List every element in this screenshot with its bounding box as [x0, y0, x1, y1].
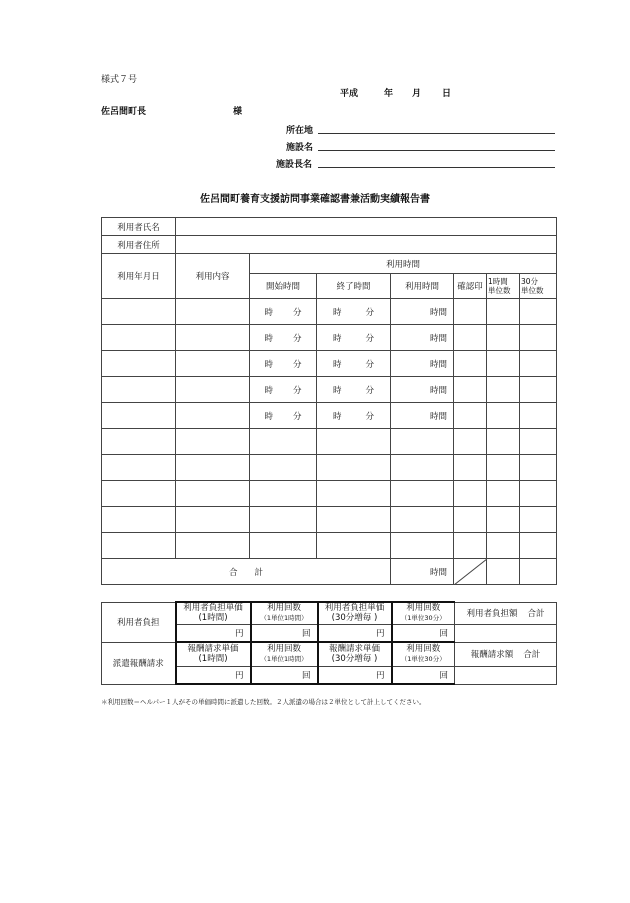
user-name-field[interactable] [176, 218, 557, 236]
hour-unit: 時 [332, 333, 342, 344]
header-line: （1単位30分） [400, 655, 446, 664]
usage-count-1h-field[interactable] [251, 624, 318, 642]
units-30m-cell[interactable] [520, 377, 557, 403]
col-1h-units-header [487, 274, 520, 299]
minute-unit: 分 [365, 385, 375, 396]
confirm-cell[interactable] [454, 403, 487, 429]
duration-cell[interactable] [391, 533, 454, 559]
user-name-row [102, 218, 557, 236]
confirm-cell[interactable] [454, 455, 487, 481]
date-era: 平成 [340, 89, 359, 99]
start-time-cell[interactable] [250, 533, 317, 559]
table-row [102, 455, 557, 481]
units-1h-cell[interactable] [487, 429, 520, 455]
table-row [102, 481, 557, 507]
content-cell[interactable] [176, 351, 250, 377]
field-line-director[interactable] [318, 167, 555, 168]
units-30m-cell[interactable] [520, 455, 557, 481]
units-1h-cell[interactable] [487, 299, 520, 325]
header-line: （1単位1時間） [260, 655, 308, 664]
duration-unit: 時間 [429, 359, 447, 370]
confirm-cell[interactable] [454, 507, 487, 533]
user-unit-price-1h-header [176, 602, 251, 624]
table-row [102, 507, 557, 533]
content-cell[interactable] [176, 481, 250, 507]
yen-unit: 円 [375, 628, 385, 639]
units-30m-cell[interactable] [520, 481, 557, 507]
content-cell[interactable] [176, 403, 250, 429]
table-row [102, 403, 557, 429]
time-rows [102, 299, 557, 559]
total-units-30m-cell[interactable] [520, 559, 557, 585]
units-30m-cell[interactable] [520, 533, 557, 559]
units-30m-cell[interactable] [520, 351, 557, 377]
col-duration-header: 利用時間 [391, 274, 454, 299]
units-30m-cell[interactable] [520, 299, 557, 325]
end-time-cell[interactable] [317, 351, 391, 377]
date-cell[interactable] [102, 507, 176, 533]
date-cell[interactable] [102, 429, 176, 455]
total-unit: 時間 [429, 567, 447, 578]
col-content-header: 利用内容 [176, 254, 250, 299]
count-unit: 回 [301, 670, 311, 681]
header-line: 利用回数 [406, 644, 441, 655]
header-line: (1時間) [198, 613, 228, 624]
start-time-cell[interactable] [250, 455, 317, 481]
header-line: 報酬請求単価 [187, 644, 239, 655]
field-label-director: 施設長名 [276, 160, 313, 170]
confirm-cell[interactable] [454, 299, 487, 325]
minute-unit: 分 [365, 359, 375, 370]
minute-unit: 分 [293, 359, 302, 370]
confirm-cell[interactable] [454, 325, 487, 351]
end-time-cell[interactable] [317, 325, 391, 351]
claim-count-30m-field[interactable] [392, 666, 455, 684]
duration-unit: 時間 [429, 307, 447, 318]
claim-count-1h-header [251, 642, 318, 666]
field-line-address[interactable] [318, 133, 555, 134]
date-cell[interactable] [102, 481, 176, 507]
spacer [455, 666, 557, 684]
user-burden-total-header [455, 602, 557, 624]
content-cell[interactable] [176, 455, 250, 481]
claim-count-30m-header [392, 642, 455, 666]
footnote: ＊利用回数＝ヘルパー１人がその単価時間に派遣した回数。２人派遣の場合は２単位として計上してください。 [101, 698, 426, 706]
claim-unit-price-30m-field[interactable] [318, 666, 392, 684]
col-time-group-header: 利用時間 [250, 254, 557, 274]
header-line: （1単位1時間） [260, 614, 308, 623]
hour-unit: 時 [264, 411, 273, 422]
claim-total-header [455, 642, 557, 666]
end-time-cell[interactable] [317, 481, 391, 507]
duration-cell[interactable] [391, 325, 454, 351]
duration-cell[interactable] [391, 403, 454, 429]
units-1h-cell[interactable] [487, 403, 520, 429]
confirm-cell[interactable] [454, 533, 487, 559]
duration-cell[interactable] [391, 299, 454, 325]
minute-unit: 分 [293, 385, 302, 396]
table-row [102, 299, 557, 325]
dispatch-claim-label: 派遣報酬請求 [102, 642, 176, 684]
user-unit-price-30m-field[interactable] [318, 624, 392, 642]
table-row [102, 377, 557, 403]
hour-unit: 時 [264, 307, 273, 318]
duration-unit: 時間 [429, 333, 447, 344]
header-total-text: 合計 [523, 650, 541, 660]
hour-unit: 時 [264, 385, 273, 396]
usage-count-30m-header [392, 602, 455, 624]
confirm-cell[interactable] [454, 377, 487, 403]
field-label-address: 所在地 [286, 126, 314, 136]
header-line: 報酬請求単価 [328, 644, 380, 655]
content-cell[interactable] [176, 325, 250, 351]
date-cell[interactable] [102, 325, 176, 351]
start-time-cell[interactable] [250, 403, 317, 429]
user-address-row [102, 236, 557, 254]
header-line: 利用回数 [406, 603, 441, 614]
content-cell[interactable] [176, 533, 250, 559]
diagonal-slash-icon [454, 559, 487, 585]
hour-unit: 時 [332, 307, 342, 318]
claim-unit-price-1h-header [176, 642, 251, 666]
date-year: 年 [384, 89, 394, 99]
minute-unit: 分 [293, 307, 302, 318]
col-confirm-header: 確認印 [454, 274, 487, 299]
hour-unit: 時 [332, 411, 342, 422]
header-line: (30分増毎 ) [331, 613, 378, 624]
field-label-facility: 施設名 [286, 143, 314, 153]
header-line: 利用者負担単価 [183, 603, 243, 614]
spacer [455, 624, 557, 642]
honorific: 様 [233, 107, 243, 117]
duration-unit: 時間 [429, 385, 447, 396]
hour-unit: 時 [264, 359, 273, 370]
units-1h-cell[interactable] [487, 455, 520, 481]
duration-cell[interactable] [391, 429, 454, 455]
user-name-label: 利用者氏名 [102, 218, 176, 236]
units-30m-cell[interactable] [520, 403, 557, 429]
start-time-cell[interactable] [250, 507, 317, 533]
content-cell[interactable] [176, 429, 250, 455]
total-label: 合 計 [102, 559, 391, 585]
start-time-cell[interactable] [250, 377, 317, 403]
addressee: 佐呂間町長 [101, 107, 147, 117]
minute-unit: 分 [365, 307, 375, 318]
col-date-header: 利用年月日 [102, 254, 176, 299]
date-cell[interactable] [102, 377, 176, 403]
claim-unit-price-1h-field[interactable] [176, 666, 251, 684]
end-time-cell[interactable] [317, 455, 391, 481]
hour-unit: 時 [264, 333, 273, 344]
confirm-cell[interactable] [454, 481, 487, 507]
duration-cell[interactable] [391, 377, 454, 403]
end-time-cell[interactable] [317, 507, 391, 533]
start-time-cell[interactable] [250, 429, 317, 455]
header-line: (1時間) [198, 654, 228, 665]
table-row [102, 533, 557, 559]
table-row [102, 429, 557, 455]
content-cell[interactable] [176, 299, 250, 325]
col-end-header: 終了時間 [317, 274, 391, 299]
end-time-cell[interactable] [317, 533, 391, 559]
yen-unit: 円 [375, 670, 385, 681]
end-time-cell[interactable] [317, 403, 391, 429]
minute-unit: 分 [365, 411, 375, 422]
hour-unit: 時 [332, 359, 342, 370]
date-month: 月 [412, 89, 422, 99]
user-address-label: 利用者住所 [102, 236, 176, 254]
count-unit: 回 [439, 670, 448, 681]
units-1h-cell[interactable] [487, 351, 520, 377]
minute-unit: 分 [365, 333, 375, 344]
confirm-cell[interactable] [454, 429, 487, 455]
header-line: (30分増毎 ) [331, 654, 378, 665]
count-unit: 回 [439, 628, 448, 639]
fee-table [101, 601, 557, 685]
user-address-field[interactable] [176, 236, 557, 254]
start-time-cell[interactable] [250, 351, 317, 377]
page-title: 佐呂間町養育支援訪問事業確認書兼活動実績報告書 [200, 194, 430, 205]
usage-count-30m-field[interactable] [392, 624, 455, 642]
units-30m-cell[interactable] [520, 507, 557, 533]
col-start-header: 開始時間 [250, 274, 317, 299]
end-time-cell[interactable] [317, 377, 391, 403]
col-30m-units-header [520, 274, 557, 299]
date-cell[interactable] [102, 533, 176, 559]
col-1h-line2: 単位数 [488, 286, 511, 295]
end-time-cell[interactable] [317, 429, 391, 455]
confirm-cell[interactable] [454, 351, 487, 377]
duration-unit: 時間 [429, 411, 447, 422]
header-text: 報酬請求額 [470, 650, 514, 660]
total-units-1h-cell[interactable] [487, 559, 520, 585]
field-line-facility[interactable] [318, 150, 555, 151]
table-row [102, 325, 557, 351]
duration-cell[interactable] [391, 455, 454, 481]
duration-cell[interactable] [391, 481, 454, 507]
end-time-cell[interactable] [317, 299, 391, 325]
header-line: 利用者負担単価 [324, 603, 385, 614]
content-cell[interactable] [176, 377, 250, 403]
user-unit-price-30m-header [318, 602, 392, 624]
date-cell[interactable] [102, 299, 176, 325]
content-cell[interactable] [176, 507, 250, 533]
user-unit-price-1h-field[interactable] [176, 624, 251, 642]
col-30m-line1: 30分 [521, 277, 539, 286]
claim-count-1h-field[interactable] [251, 666, 318, 684]
units-1h-cell[interactable] [487, 507, 520, 533]
total-confirm-cell [454, 559, 487, 585]
usage-count-1h-header [251, 602, 318, 624]
count-unit: 回 [301, 628, 311, 639]
header-text: 利用者負担額 [466, 609, 518, 619]
col-1h-line1: 1時間 [488, 277, 508, 286]
header-line: 利用回数 [266, 603, 301, 614]
duration-cell[interactable] [391, 351, 454, 377]
units-30m-cell[interactable] [520, 325, 557, 351]
units-1h-cell[interactable] [487, 325, 520, 351]
minute-unit: 分 [293, 411, 302, 422]
units-30m-cell[interactable] [520, 429, 557, 455]
units-1h-cell[interactable] [487, 533, 520, 559]
units-1h-cell[interactable] [487, 377, 520, 403]
form-number: 様式７号 [101, 75, 138, 85]
claim-unit-price-30m-header [318, 642, 392, 666]
total-row [102, 559, 557, 585]
date-cell[interactable] [102, 351, 176, 377]
duration-cell[interactable] [391, 507, 454, 533]
user-burden-label: 利用者負担 [102, 602, 176, 642]
header-line: （1単位30分） [400, 614, 446, 623]
start-time-cell[interactable] [250, 325, 317, 351]
start-time-cell[interactable] [250, 481, 317, 507]
header-total-text: 合計 [527, 609, 545, 619]
yen-unit: 円 [234, 670, 244, 681]
date-cell[interactable] [102, 455, 176, 481]
col-30m-line2: 単位数 [521, 286, 544, 295]
date-day: 日 [442, 89, 452, 99]
activity-table [101, 217, 557, 585]
total-duration-cell[interactable] [391, 559, 454, 585]
minute-unit: 分 [293, 333, 302, 344]
date-cell[interactable] [102, 403, 176, 429]
hour-unit: 時 [332, 385, 342, 396]
start-time-cell[interactable] [250, 299, 317, 325]
units-1h-cell[interactable] [487, 481, 520, 507]
header-line: 利用回数 [266, 644, 301, 655]
table-row [102, 351, 557, 377]
yen-unit: 円 [234, 628, 244, 639]
